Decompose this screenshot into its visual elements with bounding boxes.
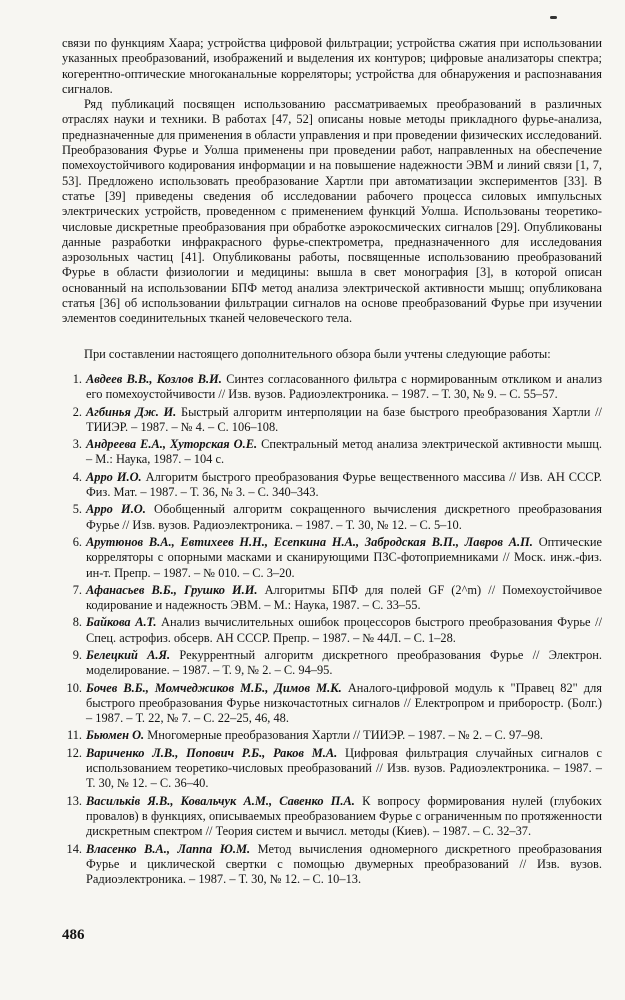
references-intro: При составлении настоящего дополнительного обзора были учтены следующие работы: xyxy=(84,346,551,361)
continuation-paragraph: связи по функциям Хаара; устройства цифровой фильтрации; устройства сжатия при использовании указанных преобразований, изображений и выделения их контуров; цифровые анализаторы спектра; когерентно-оптические многоканальные корреляторы; устройства для обнаружения и распознавания сигналов. xyxy=(62,36,602,96)
reference-number: 1. xyxy=(72,371,82,386)
text-column xyxy=(62,36,602,889)
reference-item xyxy=(62,794,602,840)
reference-item xyxy=(62,535,602,581)
reference-number: 9. xyxy=(72,647,82,662)
reference-item xyxy=(62,615,602,646)
reference-text: Синтез согласованного фильтра с нормированным откликом и анализ его помехоустойчивости // Изв. вузов. Радиоэлектроника. – 1987. – Т. 30, № 9. – С. 55–57. xyxy=(86,371,602,402)
reference-authors: Агбинья Дж. И. xyxy=(86,404,177,419)
reference-item xyxy=(62,681,602,727)
reference-authors: Андреева Е.А., Хуторская О.Е. xyxy=(86,437,258,452)
reference-text: Алгоритм быстрого преобразования Фурье вещественного массива // Изв. АН СССР. Физ. Мат. – 1987. – Т. 36, № 3. – С. 340–343. xyxy=(86,469,602,500)
reference-number: 2. xyxy=(72,404,82,419)
reference-text: Метод вычисления одномерного дискретного преобразования Фурье и циклической свертки с помощью двумерных преобразований // Изв. вузов. Радиоэлектроника. – 1987. – Т. 30, № 12. – С. 10–13. xyxy=(86,841,603,887)
reference-authors: Бьюмен О. xyxy=(86,728,145,743)
reference-text: Цифровая фильтрация случайных сигналов с использованием теоретико-числовых преобразований // Изв. вузов. Радиоэлектроника. – 1987. – Т. 30, № 12. – С. 36–40. xyxy=(86,745,602,791)
reference-authors: Бочев В.Б., Момчеджиков М.Б., Димов М.К. xyxy=(86,680,342,695)
reference-number: 12. xyxy=(66,745,82,760)
body-paragraph-applications: Ряд публикаций посвящен использованию рассматриваемых преобразований в различных отраслях науки и техники. В работах [47, 52] описаны новые методы прикладного фурье-анализа, предназначенные для применения в области управления и при проведении физических исследований. Преобразования Фурье и Уолша применены при проведении работ, направленных на обеспечение помехоустойчивого кодирования информации и на повышение надежности ЭВМ и линий связи [1, 7, 53]. Предложено использовать преобразование Хартли при автоматизации экспериментов [33]. В статье [39] приведены сведения об исследовании рабочего процесса силовых импульсных электрических устройств, проведенном с применением функций Уолша. Использованы теоретико-числовые дискретные преобразования при обработке аэрокосмических сигналов [29]. Опубликованы данные разработки инфракрасного фурье-спектрометра, предназначенного для исследования аэрозольных частиц [41]. Опубликованы работы, посвященные использованию преобразований Фурье в области физиологии и медицины: вышла в свет монография [3], в которой описан основанный на использовании БПФ метод анализа электрической активности мышц; опубликована статья [36] об использовании фильтрации сигналов на основе преобразований Фурье при изучении элементов соединительных тканей человеческого тела. xyxy=(62,97,602,326)
reference-item xyxy=(62,583,602,614)
reference-authors: Афанасьев В.Б., Грушко И.И. xyxy=(86,582,258,597)
reference-authors: Авдеев В.В., Козлов В.И. xyxy=(86,371,222,386)
reference-number: 5. xyxy=(72,502,82,517)
reference-number: 7. xyxy=(72,582,82,597)
reference-authors: Байкова А.Т. xyxy=(86,615,157,630)
reference-authors: Вариченко Л.В., Попович Р.Б., Раков М.А. xyxy=(86,745,338,760)
page-number: 486 xyxy=(62,927,85,943)
reference-item xyxy=(62,502,602,533)
reference-authors: Арутюнов В.А., Евтихеев Н.Н., Есепкина Н.А., Забродская В.П., Лавров А.П. xyxy=(86,534,533,549)
reference-number: 10. xyxy=(66,680,82,695)
reference-number: 3. xyxy=(72,437,82,452)
reference-text: Быстрый алгоритм интерполяции на базе быстрого преобразования Хартли // ТИИЭР. – 1987. – № 4. – С. 106–108. xyxy=(86,404,602,434)
reference-number: 4. xyxy=(72,469,82,484)
reference-item xyxy=(62,405,602,436)
reference-item xyxy=(62,728,602,743)
reference-item xyxy=(62,842,602,888)
reference-item xyxy=(62,470,602,501)
reference-number: 6. xyxy=(72,534,82,549)
reference-item xyxy=(62,372,602,403)
print-speck xyxy=(550,16,557,19)
reference-authors: Белецкий А.Я. xyxy=(86,647,171,662)
reference-text: Обобщенный алгоритм сокращенного вычисления дискретного преобразования Фурье // Изв. вузов. Радиоэлектроника. – 1987. – Т. 30, № 12. – С. 5–10. xyxy=(86,502,602,532)
reference-list xyxy=(62,372,602,888)
reference-item xyxy=(62,437,602,468)
reference-text: К вопросу формирования нулей (глубоких провалов) в функциях, описываемых преобразованием Фурье с ограниченным по протяженности дискретным спектром // Теория систем и вычисл. методы (Киев). – 1987. – С. 32–37. xyxy=(86,793,602,839)
reference-item xyxy=(62,648,602,679)
reference-authors: Власенко В.А., Лаппа Ю.М. xyxy=(86,841,251,856)
reference-authors: Арро И.О. xyxy=(86,502,146,517)
reference-number: 8. xyxy=(72,615,82,630)
reference-text: Спектральный метод анализа электрической активности мышц. – М.: Наука, 1987. – 104 с. xyxy=(86,437,602,467)
reference-authors: Арро И.О. xyxy=(86,469,142,484)
reference-number: 13. xyxy=(66,793,82,808)
reference-number: 14. xyxy=(66,841,82,856)
reference-text: Многомерные преобразования Хартли // ТИИЭР. – 1987. – № 2. – С. 97–98. xyxy=(144,728,544,743)
reference-text: Анализ вычислительных ошибок процессоров быстрого преобразования Фурье // Спец. астрофиз. обсерв. АН СССР. Препр. – 1987. – № 44Л. – С. 1–28. xyxy=(86,615,603,645)
reference-text: Аналого-цифровой модуль к "Правец 82" для быстрого преобразования Фурье низкочастотных сигналов // Електропром и приборостр. (Болг.) – 1987. – Т. 22, № 7. – С. 22–25, 46, 48. xyxy=(86,680,602,726)
reference-text: Оптические корреляторы с опорными масками и сканирующими ПЗС-фотоприемниками // Моск. инж.-физ. ин-т. Препр. – 1987. – № 010. – С. 3–20. xyxy=(86,534,603,580)
reference-authors: Васильків Я.В., Ковальчук А.М., Савенко П.А. xyxy=(86,793,355,808)
reference-text: Рекуррентный алгоритм дискретного преобразования Фурье // Электрон. моделирование. – 1987. – Т. 9, № 2. – С. 94–95. xyxy=(86,647,602,678)
reference-number: 11. xyxy=(66,728,82,743)
reference-text: Алгоритмы БПФ для полей GF (2^m) // Помехоустойчивое кодирование и надежность ЭВМ. – М.: Наука, 1987. – С. 33–55. xyxy=(86,582,602,613)
reference-item xyxy=(62,746,602,792)
